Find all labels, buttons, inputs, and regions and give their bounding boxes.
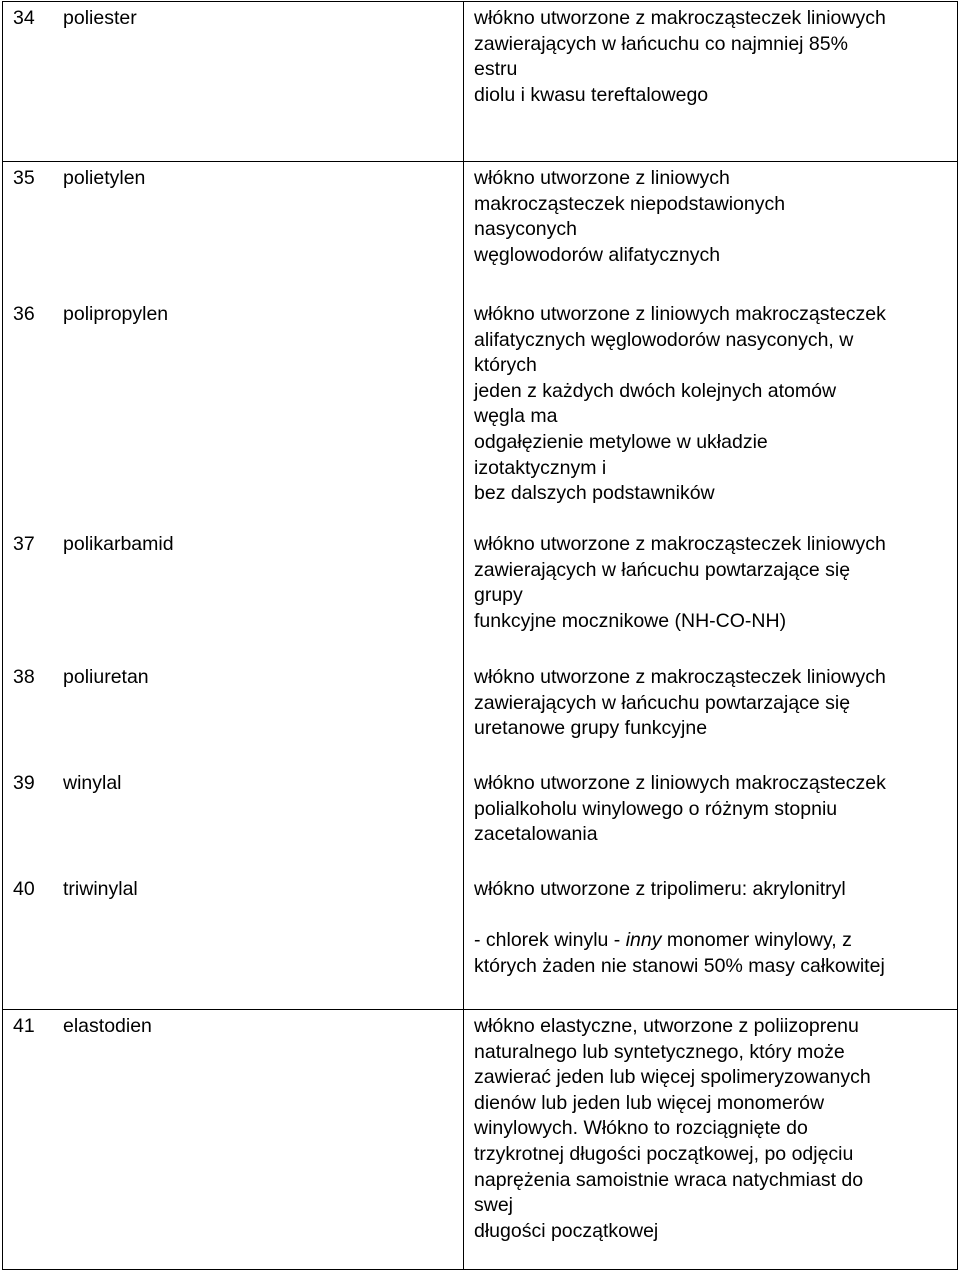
blank-line — [474, 903, 957, 929]
fiber-definitions-table — [2, 1, 958, 1270]
table-row — [3, 162, 958, 299]
table-row — [3, 2, 958, 162]
fiber-name-cell — [3, 162, 464, 299]
description-line: włókno utworzone z makrocząsteczek liniowych — [474, 533, 886, 555]
description-line: jeden z każdych dwóch kolejnych atomów — [474, 379, 837, 402]
description-line: długości początkowej — [474, 1219, 659, 1242]
fiber-name-cell — [3, 767, 464, 873]
description-line: trzykrotnej długości początkowej, po odjęciu — [474, 1142, 854, 1165]
description-text: - chlorek winylu - — [474, 929, 626, 952]
description-line: alifatycznych węglowodorów nasyconych, w — [474, 328, 854, 351]
description-line: włókno utworzone z makrocząsteczek liniowych — [474, 7, 886, 29]
row-number: 41 — [13, 1015, 35, 1037]
fiber-name: winylal — [63, 772, 122, 794]
description-text: monomer winylowy, z — [661, 929, 852, 952]
row-number: 35 — [13, 167, 35, 189]
fiber-name-cell — [3, 1010, 464, 1270]
description-line: makrocząsteczek niepodstawionych — [474, 192, 786, 215]
description-line: węglowodorów alifatycznych — [474, 243, 721, 266]
fiber-description-cell — [464, 2, 958, 162]
description-line: odgałęzienie metylowe w układzie — [474, 430, 768, 453]
description-line: włókno elastyczne, utworzone z poliizoprenu — [474, 1015, 859, 1037]
row-number: 38 — [13, 666, 35, 688]
description-line: izotaktycznym i — [474, 456, 607, 479]
fiber-description-cell — [464, 1010, 958, 1270]
description-line: estru — [474, 58, 518, 81]
row-number: 34 — [13, 7, 35, 29]
description-line: zawierających w łańcuchu powtarzające się — [474, 691, 851, 714]
description-line: włókno utworzone z liniowych makrocząsteczek — [474, 772, 886, 794]
fiber-description-cell — [464, 528, 958, 661]
fiber-name: polikarbamid — [63, 533, 174, 555]
description-line: których żaden nie stanowi 50% masy całkowitej — [474, 954, 885, 977]
table-row — [3, 661, 958, 767]
description-line: nasyconych — [474, 218, 577, 241]
fiber-name: elastodien — [63, 1015, 152, 1037]
emphasized-text: inny — [625, 929, 662, 952]
description-line: funkcyjne mocznikowe (NH-CO-NH) — [474, 609, 787, 632]
fiber-name: polipropylen — [63, 303, 169, 325]
table-row — [3, 528, 958, 661]
fiber-description-cell — [464, 767, 958, 873]
description-line: zacetalowania — [474, 823, 598, 846]
row-number: 40 — [13, 878, 35, 900]
description-line: winylowych. Włókno to rozciągnięte do — [474, 1117, 808, 1140]
fiber-name-cell — [3, 661, 464, 767]
fiber-description-cell — [464, 873, 958, 1010]
description-line: naturalnego lub syntetycznego, który może — [474, 1040, 845, 1063]
fiber-description-cell — [464, 162, 958, 299]
description-line: dienów lub jeden lub więcej monomerów — [474, 1091, 825, 1114]
description-line: włókno utworzone z liniowych makrocząsteczek — [474, 303, 886, 325]
fiber-name-cell — [3, 528, 464, 661]
description-line: włókno utworzone z liniowych — [474, 167, 730, 189]
fiber-description-cell — [464, 298, 958, 528]
table-row — [3, 767, 958, 873]
row-number: 39 — [13, 772, 35, 794]
description-line: węgla ma — [474, 405, 558, 428]
description-line: swej — [474, 1194, 514, 1217]
fiber-name: poliuretan — [63, 666, 149, 688]
fiber-name-cell — [3, 298, 464, 528]
description-line: zawierać jeden lub więcej spolimeryzowanych — [474, 1066, 871, 1089]
description-line: włókno utworzone z makrocząsteczek liniowych — [474, 666, 886, 688]
description-line: bez dalszych podstawników — [474, 482, 715, 505]
table-row — [3, 1010, 958, 1270]
description-line: polialkoholu winylowego o różnym stopniu — [474, 797, 838, 820]
description-line: zawierających w łańcuchu powtarzające się — [474, 558, 851, 581]
fiber-name: polietylen — [63, 167, 146, 189]
row-number: 36 — [13, 303, 35, 325]
description-line — [474, 928, 957, 954]
fiber-description-cell — [464, 661, 958, 767]
description-line: zawierających w łańcuchu co najmniej 85% — [474, 32, 848, 55]
description-line: naprężenia samoistnie wraca natychmiast do — [474, 1168, 864, 1191]
description-line: grupy — [474, 584, 523, 607]
description-line: uretanowe grupy funkcyjne — [474, 717, 708, 740]
row-number: 37 — [13, 533, 35, 555]
fiber-name: triwinylal — [63, 878, 138, 900]
description-line: których — [474, 354, 537, 377]
description-line: diolu i kwasu tereftalowego — [474, 83, 709, 106]
description-line: włókno utworzone z tripolimeru: akrylonitryl — [474, 878, 846, 900]
fiber-name-cell — [3, 873, 464, 1010]
table-row — [3, 298, 958, 528]
fiber-name: poliester — [63, 7, 137, 29]
table-row — [3, 873, 958, 1010]
fiber-name-cell — [3, 2, 464, 162]
